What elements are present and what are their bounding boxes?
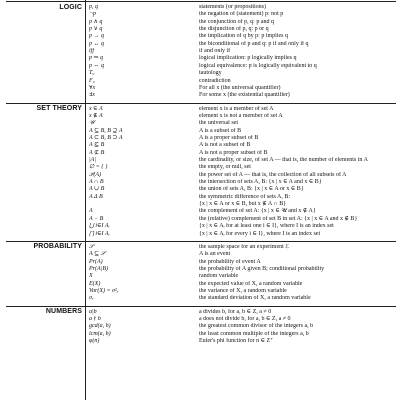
meaning-cell: the expected value of X, a random variable (199, 280, 303, 287)
meaning-cell: A is not a subset of B (199, 142, 251, 149)
section-divider (6, 241, 396, 242)
symbol-cell: p, q (89, 4, 98, 10)
section-heading: LOGIC (59, 3, 82, 11)
symbol-cell: ∅ = { } (89, 164, 108, 171)
symbol-cell: ¬p (89, 11, 97, 18)
meaning-cell: Euler's phi function for n ∈ Z⁺ (199, 338, 274, 345)
meaning-cell: the cardinality, or size, of set A — that is, the number of elements in A (199, 157, 368, 163)
meaning-cell: the conjunction of p, q: p and q (199, 18, 274, 25)
meaning-cell: the probability of A given B; conditional probability (199, 265, 325, 272)
meaning-cell: if and only if (199, 48, 231, 55)
symbol-cell: A ⊂ B, B ⊃ A (89, 134, 123, 141)
meaning-cell: contradiction (199, 77, 231, 84)
section-heading: PROBABILITY (33, 243, 82, 251)
meaning-cell: a divides b, for a, b ∈ Z, a ≠ 0 (199, 308, 272, 315)
symbol-cell: 𝒰 (89, 120, 95, 127)
meaning-cell: the union of sets A, B: {x | x ∈ A or x ∈ B} (199, 186, 304, 193)
meaning-cell: the standard deviation of X, a random variable (199, 295, 311, 302)
symbol-cell: T₀ (89, 70, 95, 77)
meaning-cell: tautology (199, 70, 222, 77)
symbol-cell: 𝒮 (89, 243, 94, 250)
meaning-cell: the intersection of sets A, B: {x | x ∈ A and x ∈ B} (199, 179, 322, 186)
symbol-cell: φ(n) (89, 338, 100, 345)
symbol-cell: |A| (89, 157, 96, 163)
meaning-cell: A is a proper subset of B (199, 134, 259, 141)
symbol-cell: ⋃ i∈I Aᵢ (89, 223, 110, 230)
symbol-cell: p ∨ q (89, 26, 103, 33)
meaning-cell: A is an event (199, 251, 231, 258)
meaning-cell: the empty, or null, set (199, 164, 251, 171)
meaning-cell: the power set of A — that is, the collection of all subsets of A (199, 171, 347, 178)
meaning-cell: the variance of X, a random variable (199, 287, 287, 294)
symbol-cell: A Δ B (89, 193, 103, 200)
symbol-cell: 𝒫(A) (89, 171, 101, 178)
meaning-cell: logical implication: p logically implies q (199, 55, 297, 62)
symbol-cell: A ∩ B (89, 179, 104, 186)
symbol-cell: gcd(a, b) (89, 323, 111, 330)
symbol-cell: F₀ (89, 77, 95, 84)
symbol-cell: ∀x (89, 84, 96, 91)
meaning-cell: A is not a proper subset of B (199, 149, 268, 156)
meaning-cell: the negation of (statement) p: not p (199, 11, 284, 18)
meaning-cell: random variable (199, 273, 239, 280)
meaning-cell: element x is a member of set A (199, 105, 274, 112)
symbol-cell: p → q (89, 33, 104, 40)
symbol-cell: p ∧ q (89, 18, 103, 25)
meaning-cell: logical equivalence: p is logically equivalent to q (199, 62, 317, 69)
symbol-cell: A ⊆ 𝒮 (89, 251, 106, 258)
meaning-cell: the biconditional of p and q: p if and only if q (199, 40, 309, 47)
meaning-cell: the probability of event A (199, 258, 261, 265)
meaning-cell: the least common multiple of the integers a, b (199, 330, 309, 337)
symbol-cell: X (89, 273, 93, 280)
meaning-cell: the complement of set A: {x | x ∈ 𝒰 and x ∉ A} (199, 208, 316, 215)
symbol-cell: p ↔ q (89, 40, 104, 47)
symbol-cell: iff (89, 48, 95, 55)
meaning-cell: {x | x ∈ Aᵢ for at least one i ∈ I}, where I is an index set (199, 223, 334, 230)
column-divider (85, 0, 86, 400)
symbol-cell: A − B (89, 215, 104, 222)
meaning-cell: For all x (the universal quantifier) (199, 84, 281, 91)
meaning-cell: {x | x ∈ Aᵢ for every i ∈ I}, where I is an index set (199, 230, 321, 237)
symbol-cell: A ⊆ B, B ⊇ A (89, 127, 123, 134)
symbol-cell: p ⇒ q (89, 55, 104, 62)
symbol-cell: lcm(a, b) (89, 330, 111, 337)
meaning-cell: the disjunction of p, q: p or q (199, 26, 269, 33)
symbol-cell: ∃x (89, 92, 95, 99)
meaning-cell: the sample space for an experiment ℰ (199, 243, 289, 250)
section-heading: SET THEORY (36, 105, 82, 113)
symbol-cell: σₓ (89, 295, 94, 302)
symbol-cell: Pr(A) (89, 258, 103, 265)
symbol-cell: ⋂ i∈I Aᵢ (89, 230, 110, 237)
meaning-cell: element x is not a member of set A (199, 112, 283, 119)
top-rule (6, 1, 396, 2)
symbol-cell: E(X) (89, 280, 101, 287)
symbol-cell: A ⊄ B (89, 149, 105, 156)
section-heading: NUMBERS (45, 308, 82, 316)
meaning-cell: statements (or propositions) (199, 4, 266, 10)
meaning-cell: the symmetric difference of sets A, B: (199, 193, 291, 200)
section-divider (6, 306, 396, 307)
symbol-cell: A ∪ B (89, 186, 105, 193)
meaning-cell: the (relative) complement of set B in set A: {x | x ∈ A and x ∉ B} (199, 215, 358, 222)
meaning-cell: a does not divide b, for a, b ∈ Z, a ≠ 0 (199, 316, 291, 322)
symbol-cell: A ⊈ B (89, 142, 105, 149)
symbol-cell: Pr(A|B) (89, 265, 108, 272)
section-divider (6, 103, 396, 104)
symbol-cell: Var(X) = σ²ₓ (89, 287, 119, 294)
meaning-cell: the implication of q by p: p implies q (199, 33, 288, 40)
symbol-cell: a|b (89, 308, 97, 315)
meaning-cell: {x | x ∈ A or x ∈ B, but x ∉ A ∩ B} (199, 201, 287, 208)
meaning-cell: the universal set (199, 120, 238, 127)
meaning-cell: A is a subset of B (199, 127, 242, 134)
symbol-cell: Ā (89, 208, 93, 215)
meaning-cell: the greatest common divisor of the integers a, b (199, 323, 314, 330)
symbol-cell: x ∈ A (89, 105, 103, 112)
symbol-cell: p ⇔ q (89, 62, 104, 69)
meaning-cell: For some x (the existential quantifier) (199, 92, 290, 99)
symbol-cell: a ∤ b (89, 316, 101, 322)
symbol-cell: x ∉ A (89, 112, 103, 119)
